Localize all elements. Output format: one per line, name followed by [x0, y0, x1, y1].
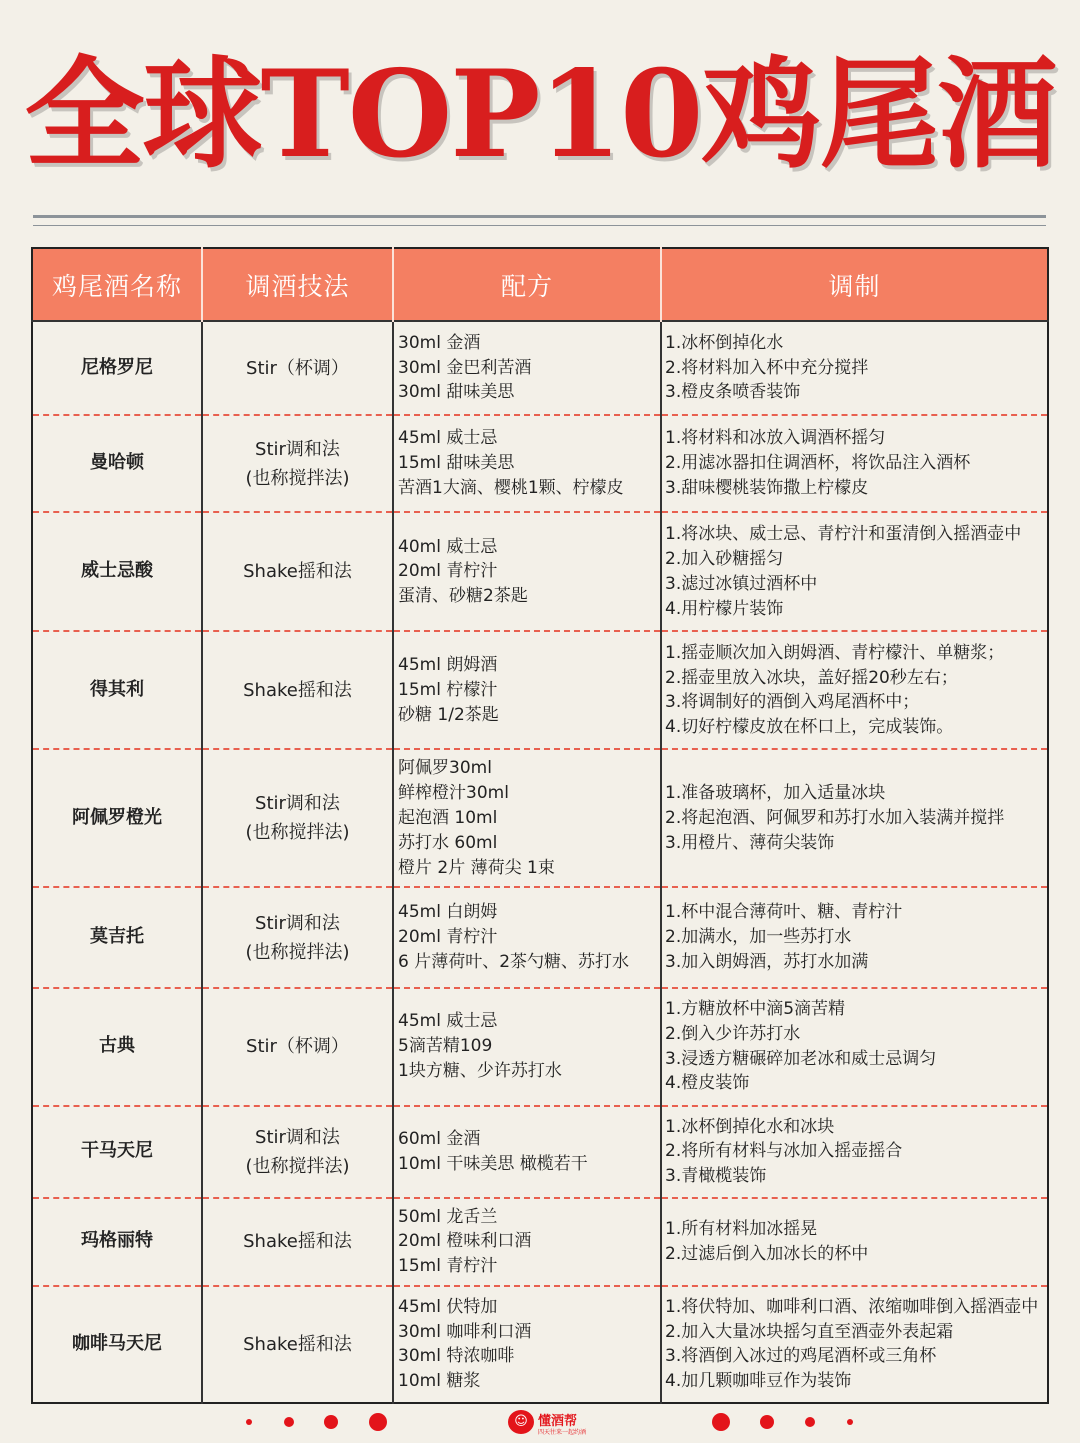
table-row [32, 512, 1048, 631]
method-cell-line: 2.加入大量冰块摇匀直至酒壶外表起霜 [665, 1321, 954, 1342]
recipe-cell [393, 1198, 661, 1286]
method-cell-line: 1.将伏特加、咖啡利口酒、浓缩咖啡倒入摇酒壶中 [665, 1296, 1039, 1317]
recipe-cell-line: 砂糖 1/2茶匙 [398, 704, 499, 725]
method-cell [661, 1198, 1048, 1286]
method-cell-line: 2.加入砂糖摇匀 [665, 548, 784, 569]
method-cell [661, 321, 1048, 415]
cocktail-name: 干马天尼 [32, 1106, 202, 1198]
method-cell-line: 2.倒入少许苏打水 [665, 1023, 801, 1044]
method-cell-line: 2.将起泡酒、阿佩罗和苏打水加入装满并搅拌 [665, 808, 1005, 829]
method-cell-line: 1.准备玻璃杯，加入适量冰块 [665, 783, 886, 804]
footer-dot [369, 1413, 387, 1431]
recipe-cell-line: 鲜榨橙汁30ml [398, 783, 509, 804]
header-method: 调制 [661, 248, 1048, 321]
recipe-cell-line: 6 片薄荷叶、2茶勺糖、苏打水 [398, 951, 630, 972]
technique-cell [202, 321, 393, 415]
recipe-cell-line: 40ml 威士忌 [398, 536, 498, 557]
recipe-cell-line: 20ml 青柠汁 [398, 561, 498, 582]
technique-cell-line: (也称搅拌法) [245, 822, 350, 844]
technique-cell-line: Shake摇和法 [243, 1231, 352, 1253]
technique-cell-line: Stir（杯调） [246, 357, 349, 379]
logo-icon: ☺ [508, 1410, 534, 1434]
header-technique: 调酒技法 [202, 248, 393, 321]
recipe-cell-line: 10ml 干味美思 橄榄若干 [398, 1153, 588, 1174]
recipe-cell-line: 30ml 金酒 [398, 332, 481, 353]
method-cell-line: 2.加满水，加一些苏打水 [665, 927, 852, 948]
cocktail-name: 阿佩罗橙光 [32, 749, 202, 887]
method-cell-line: 2.将材料加入杯中充分搅拌 [665, 357, 869, 378]
cocktail-name: 玛格丽特 [32, 1198, 202, 1286]
recipe-cell-line: 10ml 糖浆 [398, 1371, 481, 1392]
method-cell [661, 415, 1048, 512]
method-cell-line: 3.浸透方糖碾碎加老冰和威士忌调匀 [665, 1048, 937, 1069]
recipe-cell-line: 5滴苦精109 [398, 1036, 493, 1057]
cocktail-name: 尼格罗尼 [32, 321, 202, 415]
method-cell-line: 3.将酒倒入冰过的鸡尾酒杯或三角杯 [665, 1346, 937, 1367]
recipe-cell [393, 631, 661, 749]
recipe-cell [393, 321, 661, 415]
method-cell-line: 1.冰杯倒掉化水和冰块 [665, 1116, 835, 1137]
method-cell [661, 1286, 1048, 1403]
recipe-cell [393, 988, 661, 1106]
footer-dot [847, 1419, 853, 1425]
recipe-cell [393, 1286, 661, 1403]
technique-cell [202, 631, 393, 749]
technique-cell-line: (也称搅拌法) [245, 1155, 350, 1177]
cocktail-name: 咖啡马天尼 [32, 1286, 202, 1403]
recipe-cell-line: 15ml 柠檬汁 [398, 679, 498, 700]
technique-cell-line: Stir调和法 [255, 438, 340, 460]
cocktail-name: 威士忌酸 [32, 512, 202, 631]
recipe-cell-line: 橙片 2片 薄荷尖 1束 [398, 857, 555, 878]
recipe-cell [393, 512, 661, 631]
recipe-cell-line: 苦酒1大滴、樱桃1颗、柠檬皮 [398, 478, 624, 499]
method-cell-line: 3.将调制好的酒倒入鸡尾酒杯中； [665, 692, 920, 713]
recipe-cell-line: 45ml 威士忌 [398, 428, 498, 449]
cocktail-table [31, 247, 1049, 1404]
method-cell-line: 4.加几颗咖啡豆作为装饰 [665, 1371, 852, 1392]
table-row [32, 988, 1048, 1106]
method-cell [661, 512, 1048, 631]
table-row [32, 1198, 1048, 1286]
method-cell [661, 887, 1048, 987]
method-cell [661, 749, 1048, 887]
recipe-cell-line: 45ml 朗姆酒 [398, 655, 498, 676]
technique-cell-line: Stir（杯调） [246, 1036, 349, 1058]
technique-cell [202, 988, 393, 1106]
logo-subtitle: 四天往来一起约酒 [538, 1429, 587, 1436]
table-row [32, 415, 1048, 512]
technique-cell [202, 1106, 393, 1198]
technique-cell [202, 512, 393, 631]
recipe-cell [393, 749, 661, 887]
table-row [32, 631, 1048, 749]
technique-cell [202, 1198, 393, 1286]
recipe-cell [393, 887, 661, 987]
title-divider-thick [33, 215, 1046, 218]
cocktail-name: 得其利 [32, 631, 202, 749]
method-cell-line: 3.滤过冰镇过酒杯中 [665, 573, 818, 594]
footer-dot [284, 1417, 294, 1427]
recipe-cell-line: 15ml 甜味美思 [398, 453, 515, 474]
recipe-cell-line: 45ml 伏特加 [398, 1296, 498, 1317]
footer-dot [324, 1415, 338, 1429]
method-cell-line: 1.所有材料加冰摇晃 [665, 1218, 818, 1239]
table-row [32, 1106, 1048, 1198]
technique-cell [202, 749, 393, 887]
method-cell [661, 631, 1048, 749]
technique-cell [202, 1286, 393, 1403]
footer-dot [712, 1413, 730, 1431]
technique-cell-line: Stir调和法 [255, 1126, 340, 1148]
recipe-cell-line: 50ml 龙舌兰 [398, 1206, 498, 1227]
method-cell-line: 4.橙皮装饰 [665, 1073, 750, 1094]
cocktail-name: 古典 [32, 988, 202, 1106]
table-row [32, 1286, 1048, 1403]
method-cell-line: 4.切好柠檬皮放在杯口上，完成装饰。 [665, 717, 954, 738]
technique-cell-line: (也称搅拌法) [245, 941, 350, 963]
recipe-cell-line: 苏打水 60ml [398, 832, 498, 853]
logo-text: 懂酒帮 [538, 1414, 578, 1429]
method-cell-line: 3.青橄榄装饰 [665, 1166, 767, 1187]
recipe-cell-line: 30ml 金巴利苦酒 [398, 357, 532, 378]
recipe-cell [393, 1106, 661, 1198]
recipe-cell-line: 起泡酒 10ml [398, 808, 498, 829]
footer-dot [760, 1415, 774, 1429]
method-cell-line: 1.杯中混合薄荷叶、糖、青柠汁 [665, 902, 903, 923]
method-cell-line: 1.将冰块、威士忌、青柠汁和蛋清倒入摇酒壶中 [665, 524, 1022, 545]
method-cell-line: 2.将所有材料与冰加入摇壶摇合 [665, 1141, 903, 1162]
method-cell-line: 2.用滤冰器扣住调酒杯，将饮品注入酒杯 [665, 453, 971, 474]
method-cell-line: 1.冰杯倒掉化水 [665, 332, 784, 353]
recipe-cell [393, 415, 661, 512]
method-cell-line: 2.摇壶里放入冰块，盖好摇20秒左右； [665, 667, 958, 688]
technique-cell [202, 415, 393, 512]
method-cell-line: 3.甜味樱桃装饰撒上柠檬皮 [665, 478, 869, 499]
cocktail-name: 曼哈顿 [32, 415, 202, 512]
recipe-cell-line: 30ml 甜味美思 [398, 382, 515, 403]
header-recipe: 配方 [393, 248, 661, 321]
recipe-cell-line: 20ml 橙味利口酒 [398, 1231, 532, 1252]
table-row [32, 749, 1048, 887]
page-title: 全球TOP10鸡尾酒 [24, 44, 1056, 185]
footer-dot [246, 1419, 252, 1425]
method-cell-line: 3.用橙片、薄荷尖装饰 [665, 832, 835, 853]
technique-cell-line: Shake摇和法 [243, 561, 352, 583]
cocktail-name: 莫吉托 [32, 887, 202, 987]
recipe-cell-line: 30ml 咖啡利口酒 [398, 1321, 532, 1342]
table-row [32, 321, 1048, 415]
technique-cell [202, 887, 393, 987]
table-row [32, 887, 1048, 987]
recipe-cell-line: 60ml 金酒 [398, 1128, 481, 1149]
recipe-cell-line: 30ml 特浓咖啡 [398, 1346, 515, 1367]
header-name: 鸡尾酒名称 [32, 248, 202, 321]
method-cell-line: 1.方糖放杯中滴5滴苦精 [665, 999, 846, 1020]
method-cell-line: 1.将材料和冰放入调酒杯摇匀 [665, 428, 886, 449]
method-cell [661, 1106, 1048, 1198]
table-header-row [32, 248, 1048, 321]
technique-cell-line: Stir调和法 [255, 912, 340, 934]
technique-cell-line: Shake摇和法 [243, 1333, 352, 1355]
method-cell-line: 1.摇壶顺次加入朗姆酒、青柠檬汁、单糖浆； [665, 642, 1005, 663]
brand-logo [508, 1408, 618, 1438]
recipe-cell-line: 蛋清、砂糖2茶匙 [398, 586, 528, 607]
method-cell-line: 3.加入朗姆酒，苏打水加满 [665, 951, 869, 972]
recipe-cell-line: 20ml 青柠汁 [398, 927, 498, 948]
recipe-cell-line: 45ml 威士忌 [398, 1011, 498, 1032]
method-cell-line: 2.过滤后倒入加冰长的杯中 [665, 1243, 869, 1264]
footer-dot [805, 1417, 815, 1427]
recipe-cell-line: 15ml 青柠汁 [398, 1256, 498, 1277]
method-cell-line: 3.橙皮条喷香装饰 [665, 382, 801, 403]
technique-cell-line: Shake摇和法 [243, 679, 352, 701]
method-cell-line: 4.用柠檬片装饰 [665, 598, 784, 619]
recipe-cell-line: 1块方糖、少许苏打水 [398, 1061, 562, 1081]
recipe-cell-line: 阿佩罗30ml [398, 758, 492, 779]
technique-cell-line: (也称搅拌法) [245, 467, 350, 489]
recipe-cell-line: 45ml 白朗姆 [398, 902, 498, 923]
table-body [32, 321, 1048, 1403]
technique-cell-line: Stir调和法 [255, 793, 340, 815]
method-cell [661, 988, 1048, 1106]
title-divider-thin [33, 225, 1046, 226]
